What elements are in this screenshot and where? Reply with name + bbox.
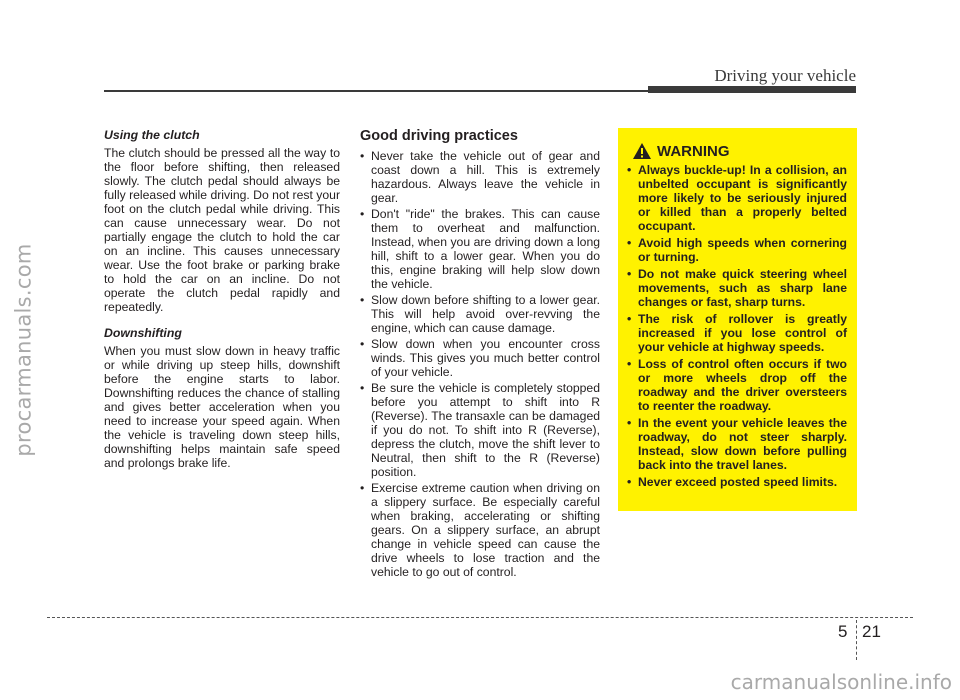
header-rule [104, 90, 648, 92]
page-header-title: Driving your vehicle [714, 66, 856, 85]
clutch-paragraph: The clutch should be pressed all the way to the floor before shifting, then released slowly. The clutch pedal should always be fully released while driving. Do not rest your foot on the clutch pedal while driving. This can cause unnecessary wear. Do not partially engage the clutch to hold the car on an incline. This causes unnecessary wear. Use the foot brake or parking brake to hold the car on an incline. Do not operate the clutch pedal rapidly and repeatedly. [104, 146, 340, 314]
warning-item: • Always buckle-up! In a collision, an unbelted occupant is significantly more likely to be seriously injured or killed than a properly belted occupant. [627, 163, 847, 233]
good-practices-title: Good driving practices [360, 128, 518, 144]
watermark-left-text: procarmanuals.com [12, 243, 36, 457]
column-good-practices [360, 128, 600, 581]
warning-title: WARNING [657, 142, 730, 160]
good-practices-list [360, 149, 600, 579]
warning-item: • The risk of rollover is greatly increased if you lose control of your vehicle at highway speeds. [627, 312, 847, 354]
list-item: • Slow down when you encounter cross winds. This gives you much better control of your vehicle. [360, 337, 600, 379]
warning-triangle-icon [632, 142, 652, 160]
warning-item: • Never exceed posted speed limits. [627, 475, 847, 489]
footer-rule [47, 617, 913, 618]
warning-item: • Avoid high speeds when cornering or turning. [627, 236, 847, 264]
warning-list [627, 163, 847, 489]
watermark-bottom: carmanualsonline.info [730, 670, 952, 694]
list-item: • Be sure the vehicle is completely stopped before you attempt to shift into R (Reverse). The transaxle can be damaged if you do not. To shift into R (Reverse), depress the clutch, move the shift lever to Neutral, then shift to the R (Reverse) position. [360, 381, 600, 479]
watermark-left [6, 120, 42, 580]
clutch-heading: Using the clutch [104, 128, 200, 142]
list-item: • Slow down before shifting to a lower gear. This will help avoid over-revving the engine, which can cause damage. [360, 293, 600, 335]
warning-item: • In the event your vehicle leaves the roadway, do not steer sharply. Instead, slow down before pulling back into the travel lanes. [627, 416, 847, 472]
warning-item: • Loss of control often occurs if two or more wheels drop off the roadway and the driver oversteers to reenter the roadway. [627, 357, 847, 413]
page-number: 21 [862, 622, 881, 641]
downshift-heading: Downshifting [104, 326, 182, 340]
chapter-number: 5 [838, 622, 848, 641]
page-number-divider [856, 620, 857, 660]
warning-item: • Do not make quick steering wheel movements, such as sharp lane changes or fast, sharp turns. [627, 267, 847, 309]
list-item: • Never take the vehicle out of gear and coast down a hill. This is extremely hazardous. Always leave the vehicle in gear. [360, 149, 600, 205]
list-item: • Don't "ride" the brakes. This can cause them to overheat and malfunction. Instead, when you are driving down a long hill, shift to a lower gear. When you do this, engine braking will help slow down the vehicle. [360, 207, 600, 291]
column-clutch [104, 128, 340, 470]
downshift-paragraph: When you must slow down in heavy traffic or while driving up steep hills, downshift before the engine starts to labor. Downshifting reduces the chance of stalling and gives better acceleration when you need to increase your speed again. When the vehicle is traveling down steep hills, downshifting helps maintain safe speed and prolongs brake life. [104, 344, 340, 470]
list-item: • Exercise extreme caution when driving on a slippery surface. Be especially careful when braking, accelerating or shifting gears. On a slippery surface, an abrupt change in vehicle speed can cause the drive wheels to lose traction and the vehicle to go out of control. [360, 481, 600, 579]
warning-box [618, 128, 857, 511]
warning-header [627, 142, 847, 160]
header-bar [648, 86, 856, 93]
